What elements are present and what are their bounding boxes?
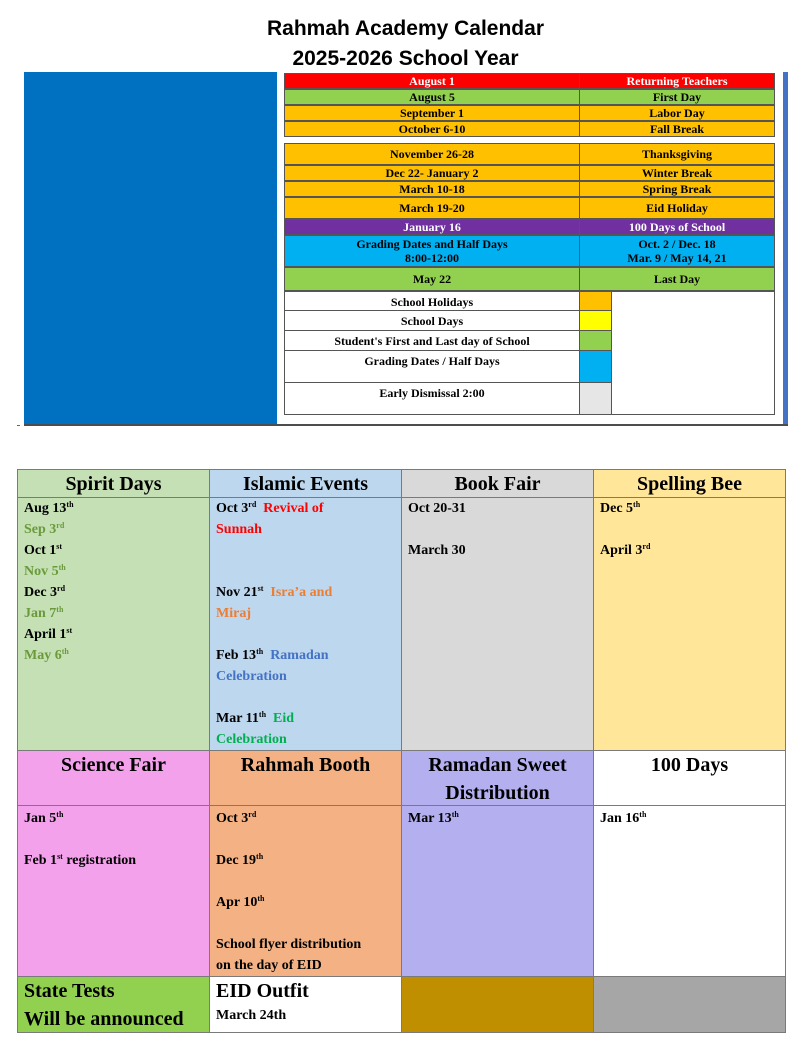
islamic-event-israa-cont: Miraj (216, 606, 251, 621)
blue-side-panel (24, 72, 277, 424)
legend-swatch (580, 291, 612, 311)
legend-row (284, 331, 775, 351)
spelling-bee-header: Spelling Bee (593, 469, 786, 498)
booth-date-1: Oct 3rd (216, 810, 257, 826)
spirit-day: May 6th (24, 647, 69, 663)
legend-swatch (580, 331, 612, 351)
spelling-bee-date-1: Dec 5th (600, 500, 641, 516)
ramadan-sweet-title-2: Distribution (445, 782, 550, 804)
calendar-row (284, 267, 775, 291)
rahmah-booth-list (209, 805, 402, 977)
booth-note-1: School flyer distribution (216, 937, 362, 952)
calendar-event: Fall Break (580, 121, 775, 137)
calendar-date: October 6-10 (284, 121, 580, 137)
calendar-row (284, 89, 775, 105)
calendar-event: Spring Break (580, 181, 775, 197)
calendar-event: Returning Teachers (580, 73, 775, 89)
calendar-event: Winter Break (580, 165, 775, 181)
page-mark (17, 425, 20, 426)
islamic-events-header: Islamic Events (209, 469, 402, 498)
calendar-row (284, 73, 775, 89)
legend-swatch (580, 383, 612, 415)
science-fair-list (17, 805, 210, 977)
state-tests-cell (17, 976, 210, 1033)
science-fair-registration: Feb 1st registration (24, 852, 137, 868)
school-year-subtitle: 2025-2026 School Year (292, 47, 519, 70)
spirit-day: Nov 5th (24, 563, 66, 579)
hundred-days-list (593, 805, 786, 977)
calendar-date: September 1 (284, 105, 580, 121)
legend-label: School Days (284, 311, 580, 331)
book-fair-header: Book Fair (401, 469, 594, 498)
eid-outfit-cell (209, 976, 402, 1033)
hundred-days-date: Jan 16th (600, 810, 647, 826)
islamic-event-israa: Nov 21st Isra’a and (216, 584, 333, 600)
book-fair-date-1: Oct 20-31 (408, 501, 466, 516)
science-fair-header: Science Fair (17, 750, 210, 806)
calendar-date: March 10-18 (284, 181, 580, 197)
calendar-right-edge (783, 72, 788, 424)
calendar-date: May 22 (284, 267, 580, 291)
calendar-row (284, 219, 775, 235)
calendar-row (284, 121, 775, 137)
calendar-title: Rahmah Academy Calendar (267, 17, 544, 40)
calendar-row (284, 235, 775, 267)
calendar-event: Last Day (580, 267, 775, 291)
ramadan-sweet-list (401, 805, 594, 977)
calendar-event: Eid Holiday (580, 197, 775, 219)
legend-blank (612, 311, 775, 331)
booth-date-2: Dec 19th (216, 852, 264, 868)
legend-row (284, 383, 775, 415)
legend-label: School Holidays (284, 291, 580, 311)
state-tests-line-1: State Tests (24, 980, 115, 1002)
calendar-event: First Day (580, 89, 775, 105)
calendar-event: Labor Day (580, 105, 775, 121)
spelling-bee-list (593, 497, 786, 751)
calendar-row (284, 197, 775, 219)
book-fair-list (401, 497, 594, 751)
brown-blank-cell (401, 976, 594, 1033)
legend-row (284, 291, 775, 311)
spirit-days-header: Spirit Days (17, 469, 210, 498)
ramadan-sweet-title-1: Ramadan Sweet (428, 754, 567, 776)
calendar-event: Oct. 2 / Dec. 18 Mar. 9 / May 14, 21 (580, 235, 775, 267)
book-fair-date-2: March 30 (408, 543, 466, 558)
legend-row (284, 351, 775, 383)
legend-blank (612, 383, 775, 415)
rahmah-booth-header: Rahmah Booth (209, 750, 402, 806)
science-fair-date: Jan 5th (24, 810, 64, 826)
spirit-day: Jan 7th (24, 605, 64, 621)
legend-label: Early Dismissal 2:00 (284, 383, 580, 415)
islamic-event-eid-cont: Celebration (216, 732, 287, 747)
legend-swatch (580, 351, 612, 383)
calendar-row (284, 165, 775, 181)
legend-blank (612, 351, 775, 383)
islamic-event-ramadan: Feb 13th Ramadan (216, 647, 329, 663)
calendar-date: August 5 (284, 89, 580, 105)
calendar-date: Dec 22- January 2 (284, 165, 580, 181)
ramadan-sweet-header (401, 750, 594, 806)
spelling-bee-date-2: April 3rd (600, 542, 651, 558)
legend-blank (612, 331, 775, 351)
islamic-event-eid: Mar 11th Eid (216, 710, 295, 726)
booth-note-2: on the day of EID (216, 958, 322, 973)
spirit-day: Aug 13th (24, 500, 74, 516)
spirit-day: Sep 3rd (24, 521, 65, 537)
legend-swatch (580, 311, 612, 331)
calendar-row (284, 181, 775, 197)
calendar-row (284, 143, 775, 165)
legend-row (284, 311, 775, 331)
gray-blank-cell (593, 976, 786, 1033)
islamic-event-revival: Oct 3rd Revival of (216, 500, 324, 516)
eid-outfit-title: EID Outfit (216, 980, 309, 1002)
calendar-event: 100 Days of School (580, 219, 775, 235)
spirit-day: Oct 1st (24, 542, 63, 558)
legend-label: Grading Dates / Half Days (284, 351, 580, 383)
spirit-days-list (17, 497, 210, 751)
islamic-events-list (209, 497, 402, 751)
calendar-date: November 26-28 (284, 143, 580, 165)
calendar-event: Thanksgiving (580, 143, 775, 165)
eid-outfit-date: March 24th (216, 1008, 287, 1023)
state-tests-line-2: Will be announced (24, 1008, 184, 1030)
calendar-date: January 16 (284, 219, 580, 235)
calendar-date: March 19-20 (284, 197, 580, 219)
calendar-date: August 1 (284, 73, 580, 89)
ramadan-sweet-date: Mar 13th (408, 810, 459, 826)
calendar-section (24, 72, 788, 426)
spirit-day: April 1st (24, 626, 73, 642)
islamic-event-revival-cont: Sunnah (216, 522, 262, 537)
legend-label: Student's First and Last day of School (284, 331, 580, 351)
calendar-row (284, 105, 775, 121)
spirit-day: Dec 3rd (24, 584, 66, 600)
legend-blank (612, 291, 775, 311)
islamic-event-ramadan-cont: Celebration (216, 669, 287, 684)
booth-date-3: Apr 10th (216, 894, 265, 910)
events-grid (17, 469, 786, 1033)
calendar-date: Grading Dates and Half Days 8:00-12:00 (284, 235, 580, 267)
hundred-days-header: 100 Days (593, 750, 786, 806)
